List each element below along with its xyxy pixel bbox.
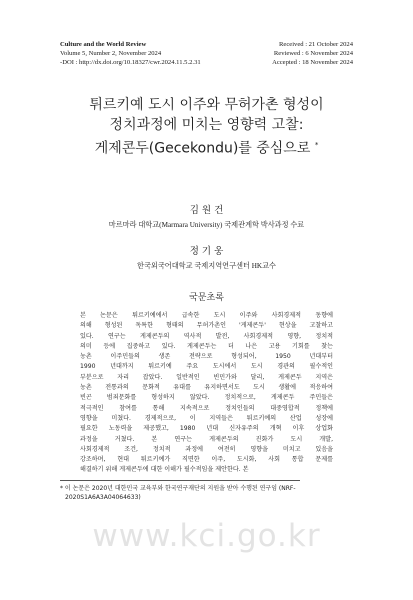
journal-name: Culture and the World Review <box>60 41 147 48</box>
accepted-date: Accepted : 18 November 2024 <box>272 59 353 66</box>
abstract-line: 농촌 전통과의 문화적 유대를 유지하면서도 도시 생활에 적응하여 <box>80 384 333 392</box>
author-affiliation: 마르마라 대학교(Marmara University) 국제관계학 박사과정 수료 <box>108 221 305 229</box>
title-line: 튀르키예 도시 이주와 무허가촌 형성이 <box>89 97 324 113</box>
review-dates <box>272 40 353 67</box>
footnote-line: 2020S1A6A3A04064633) <box>65 494 141 501</box>
journal-volume: Volume 5, Number 2, November 2024 <box>60 50 162 57</box>
abstract-line: 본 논문은 튀르키예에서 급속한 도시 이주와 사회경제적 동향에 <box>80 312 333 319</box>
abstract-line: 필요한 노동력을 제공했고, 1980 년대 신자유주의 개혁 이후 상업화 <box>80 425 333 433</box>
journal-info <box>60 40 201 67</box>
abstract-line: 의해 형성된 독특한 형태의 무허가촌인 '게제콘두' 현상을 고찰하고 <box>80 322 333 330</box>
reviewed-date: Reviewed : 6 November 2024 <box>273 50 353 57</box>
abstract-line: 농촌 이주민들의 생존 전략으로 형성되어, 1950 년대부터 <box>80 353 333 361</box>
title-line: 정치과정에 미치는 영향력 고찰: <box>109 117 304 133</box>
paper-title <box>40 95 373 159</box>
abstract-line: 부분으로 자리 잡았다. 일반적인 빈민가와 달리, 게제콘두 지역은 <box>80 373 333 381</box>
author-affiliation: 한국외국어대학교 국제지역연구센터 HK교수 <box>137 262 276 270</box>
footnote-marker: * <box>314 141 319 149</box>
footnote-line: * 이 논문은 2020년 대한민국 교육부와 한국연구재단의 지원을 받아 수행된 연구임 (NRF- <box>60 485 296 492</box>
abstract-line: 영향을 미쳤다. 경제적으로, 이 지역들은 튀르키예의 산업 성장에 <box>80 414 333 422</box>
journal-header <box>60 40 353 68</box>
abstract-line: 사회경제적 조건, 정치적 과정에 여전히 영향을 미치고 있음을 <box>80 445 333 453</box>
author-name: 김 원 건 <box>189 205 224 216</box>
abstract-line: 빈곤 범죄문화를 형성하지 않았다. 정치적으로, 게제콘두 주민들은 <box>80 394 333 402</box>
footnote <box>60 484 360 502</box>
footnote-divider <box>60 480 300 481</box>
title-line-last <box>40 135 373 159</box>
author-name: 정 기 웅 <box>189 246 224 257</box>
received-date: Received : 21 October 2024 <box>279 41 353 48</box>
author-block <box>40 204 373 231</box>
abstract-heading: 국문초록 <box>189 293 224 303</box>
abstract-line: 적극적인 참여를 통해 지속적으로 정치인들의 대중영합적 정책에 <box>80 404 333 412</box>
abstract-line: 의미 등에 집중하고 있다. 게제콘두는 더 나은 고용 기회를 찾는 <box>80 342 333 350</box>
title-line-text: 게제콘두(Gecekondu)를 중심으로 <box>94 140 311 157</box>
journal-doi: -DOI : http://dx.doi.org/10.18327/cwr.2024.11.5.2.31 <box>60 59 201 66</box>
abstract-body <box>80 311 333 476</box>
abstract-line: 해결하기 위해 게제콘두에 대한 이해가 필수적임을 제안한다. 본 <box>80 466 249 474</box>
abstract-line: 있다. 연구는 게제콘두의 역사적 발전, 사회경제적 영향, 정치적 <box>80 332 333 340</box>
author-block <box>40 245 373 272</box>
watermark: www.kci.go.kr <box>92 518 321 554</box>
abstract-line: 1990 년대까지 튀르키예 주요 도시에서 도시 경관의 필수적인 <box>80 363 333 371</box>
abstract-line: 강조하며, 현대 튀르키예가 직면한 이주, 도시화, 사회 통합 문제를 <box>80 456 333 464</box>
abstract-line: 과정을 거쳤다. 본 연구는 게제콘두의 진화가 도시 개발, <box>80 435 333 443</box>
